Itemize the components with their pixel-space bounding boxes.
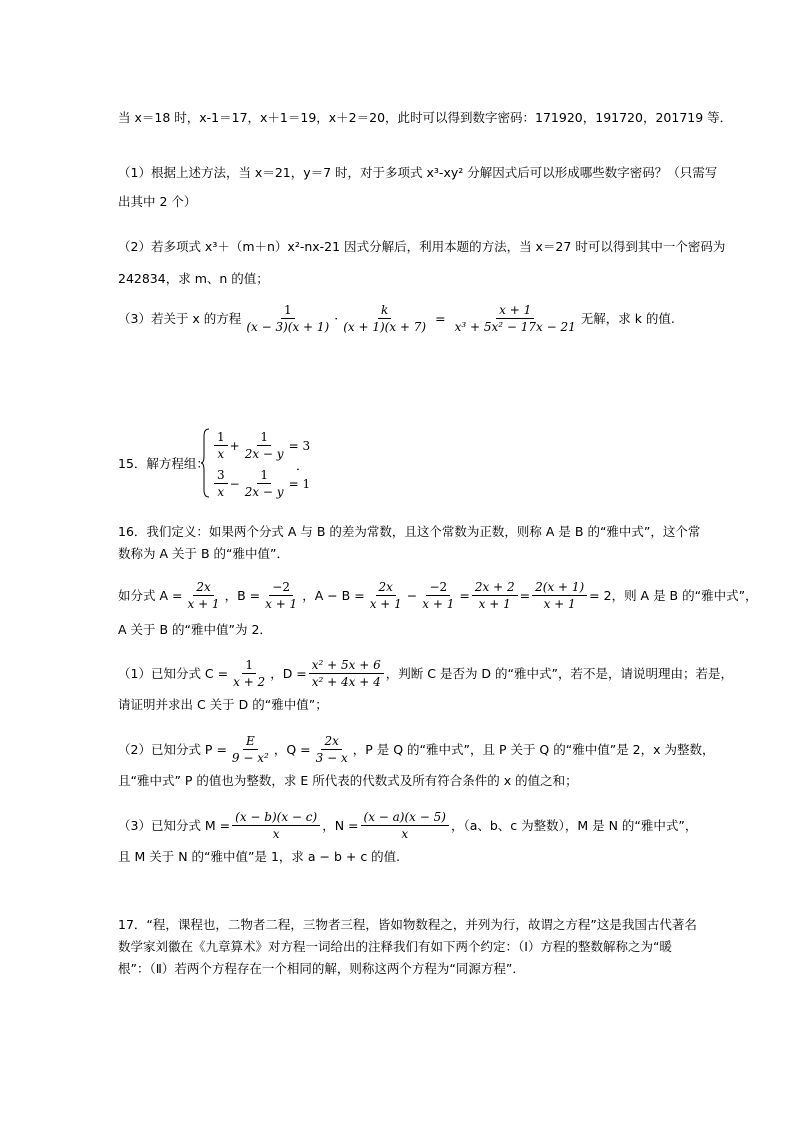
fraction-1-numerator: 1 <box>281 303 295 319</box>
example-term-3-numerator: 2x + 2 <box>472 580 518 596</box>
sub-2-P <box>229 734 272 765</box>
fraction-1 <box>243 303 332 334</box>
question-3-line <box>118 303 675 334</box>
example-term-3 <box>472 580 518 611</box>
problem-15-end: ． <box>296 458 309 473</box>
problem-16-definition-1: 16．我们定义：如果两个分式 A 与 B 的差为常数，且这个常数为正数，则称 A 是 B 的“雅中式”，这个常 <box>118 524 701 539</box>
fraction-3-denominator: x³ + 5x² − 17x − 21 <box>454 320 576 334</box>
sub-3-N-numerator: (x − a)(x − 5) <box>361 810 449 826</box>
problem-17-line-1: 17．“程，课程也，二物者二程，三物者三程，皆如物数程之，并列为行，故谓之方程”这是我国古代著名 <box>118 917 697 932</box>
problem-16-example-line-2: A 关于 B 的“雅中值”为 2． <box>118 622 272 637</box>
equals-sign: = <box>435 310 446 326</box>
example-B <box>262 580 300 611</box>
example-minus: − <box>406 587 418 603</box>
problem-17-line-2: 数学家刘徽在《九章算术》对方程一词给出的注释我们有如下两个约定：（Ⅰ）方程的整数解称之为“暖 <box>118 939 672 954</box>
problem-17-line-3: 根”：（Ⅱ）若两个方程存在一个相同的解，则称这两个方程为“同源方程”． <box>118 961 525 976</box>
row1-operator: + <box>229 438 240 453</box>
row1-fraction-a-numerator: 1 <box>214 430 228 446</box>
example-term-4-numerator: 2(x + 1) <box>532 580 587 596</box>
row2-fraction-a-denominator: x <box>217 485 225 499</box>
row2-fraction-b <box>242 468 287 499</box>
sub-1-C-numerator: 1 <box>242 658 256 674</box>
problem-16-sub-2 <box>118 734 715 765</box>
example-term-1-numerator: 2x <box>376 580 396 596</box>
problem-16-sub-3-line-2: 且 M 关于 N 的“雅中值”是 1，求 a − b + c 的值. <box>118 849 401 864</box>
sub-2-P-numerator: E <box>243 734 258 750</box>
sub-2-Q-denominator: 3 − x <box>315 751 348 765</box>
sub-2-prefix: （2）已知分式 P = <box>118 741 227 757</box>
row2-operator: − <box>229 476 240 491</box>
problem-16-sub-2-line-2: 且“雅中式” P 的值也为整数，求 E 所代表的代数式及所有符合条件的 x 的值之和； <box>118 773 578 788</box>
example-term-3-denominator: x + 1 <box>478 597 511 611</box>
sub-3-M-numerator: (x − b)(x − c) <box>232 810 320 826</box>
sub-1-mid: ，D = <box>270 665 307 681</box>
fraction-2 <box>340 303 429 334</box>
example-term-2 <box>419 580 457 611</box>
sub-1-C-denominator: x + 2 <box>233 675 266 689</box>
problem-15-label: 15．解方程组： <box>118 456 209 471</box>
sub-1-end: ，判断 C 是否为 D 的“雅中式”，若不是，请说明理由；若是， <box>385 665 733 681</box>
row2-fraction-a <box>214 468 228 499</box>
fraction-2-denominator: (x + 1)(x + 7) <box>343 320 427 334</box>
sub-3-prefix: （3）已知分式 M = <box>118 817 231 833</box>
row1-fraction-b <box>242 430 287 461</box>
problem-16-definition-2: 数称为 A 关于 B 的“雅中值”． <box>118 546 289 561</box>
question-2-line-1: （2）若多项式 x³＋（m＋n）x²-nx-21 因式分解后，利用本题的方法，当 x＝27 时可以得到其中一个密码为 <box>118 239 726 254</box>
sub-3-mid: ，N = <box>322 817 359 833</box>
example-mid-1: ，B = <box>224 587 261 603</box>
example-A-numerator: 2x <box>193 580 213 596</box>
sub-1-D-denominator: x² + 4x + 4 <box>311 675 381 689</box>
example-term-1 <box>367 580 405 611</box>
question-3-prefix: （3）若关于 x 的方程 <box>118 310 242 326</box>
problem-16-example <box>118 580 758 611</box>
sub-3-M-denominator: x <box>272 827 280 841</box>
sub-1-C <box>230 658 268 689</box>
example-mid-2: ，A − B = <box>302 587 365 603</box>
example-B-numerator: −2 <box>269 580 293 596</box>
question-3-suffix: 无解，求 k 的值. <box>580 310 675 326</box>
fraction-1-denominator: (x − 3)(x + 1) <box>246 320 330 334</box>
example-prefix: 如分式 A = <box>118 587 183 603</box>
example-A-denominator: x + 1 <box>187 597 220 611</box>
sub-1-prefix: （1）已知分式 C = <box>118 665 229 681</box>
row1-fraction-a-denominator: x <box>217 447 225 461</box>
problem-16-sub-1-line-2: 请证明并求出 C 关于 D 的“雅中值”； <box>118 697 328 712</box>
row1-fraction-b-numerator: 1 <box>257 430 271 446</box>
equation-row-1 <box>212 430 310 461</box>
sub-2-end: ，P 是 Q 的“雅中式”，且 P 关于 Q 的“雅中值”是 2，x 为整数， <box>352 741 715 757</box>
sub-3-N-denominator: x <box>401 827 409 841</box>
sub-2-Q <box>313 734 351 765</box>
example-term-2-denominator: x + 1 <box>422 597 455 611</box>
row2-rhs: = 1 <box>288 476 311 491</box>
sub-3-end: ，（a、b、c 为整数），M 是 N 的“雅中式”， <box>450 817 698 833</box>
row1-fraction-a <box>214 430 228 461</box>
example-end: = 2，则 A 是 B 的“雅中式”， <box>589 587 758 603</box>
sub-3-M <box>232 810 320 841</box>
example-equals-1: = <box>459 587 470 603</box>
fraction-3-numerator: x + 1 <box>496 303 534 319</box>
fraction-3 <box>452 303 579 334</box>
row1-fraction-b-denominator: 2x − y <box>244 447 284 461</box>
problem-16-sub-3 <box>118 810 697 841</box>
row2-fraction-b-numerator: 1 <box>257 468 271 484</box>
sub-2-P-denominator: 9 − x² <box>231 751 269 765</box>
example-term-2-numerator: −2 <box>426 580 450 596</box>
question-1-line-1: （1）根据上述方法，当 x＝21，y＝7 时，对于多项式 x³-xy² 分解因式后可以形成哪些数字密码？（只需写 <box>118 165 718 180</box>
example-equals-2: = <box>519 587 531 603</box>
question-2-line-2: 242834，求 m、n 的值； <box>118 271 269 286</box>
dot-operator: · <box>334 310 339 326</box>
sub-2-mid: ，Q = <box>273 741 311 757</box>
left-brace-icon <box>200 428 210 498</box>
example-A <box>184 580 222 611</box>
row2-fraction-a-numerator: 3 <box>214 468 228 484</box>
row2-fraction-b-denominator: 2x − y <box>244 485 284 499</box>
example-B-denominator: x + 1 <box>265 597 298 611</box>
example-term-1-denominator: x + 1 <box>369 597 402 611</box>
problem-16-sub-1 <box>118 658 733 689</box>
example-term-4-denominator: x + 1 <box>543 597 576 611</box>
sub-3-N <box>361 810 449 841</box>
intro-line: 当 x＝18 时，x-1＝17，x＋1＝19，x＋2＝20，此时可以得到数字密码：171920，191720，201719 等． <box>118 110 733 125</box>
sub-2-Q-numerator: 2x <box>321 734 341 750</box>
fraction-2-numerator: k <box>378 303 391 319</box>
sub-1-D-numerator: x² + 5x + 6 <box>309 658 384 674</box>
sub-1-D <box>309 658 384 689</box>
example-term-4 <box>532 580 587 611</box>
row1-rhs: = 3 <box>288 438 311 453</box>
question-1-line-2: 出其中 2 个） <box>118 194 197 209</box>
